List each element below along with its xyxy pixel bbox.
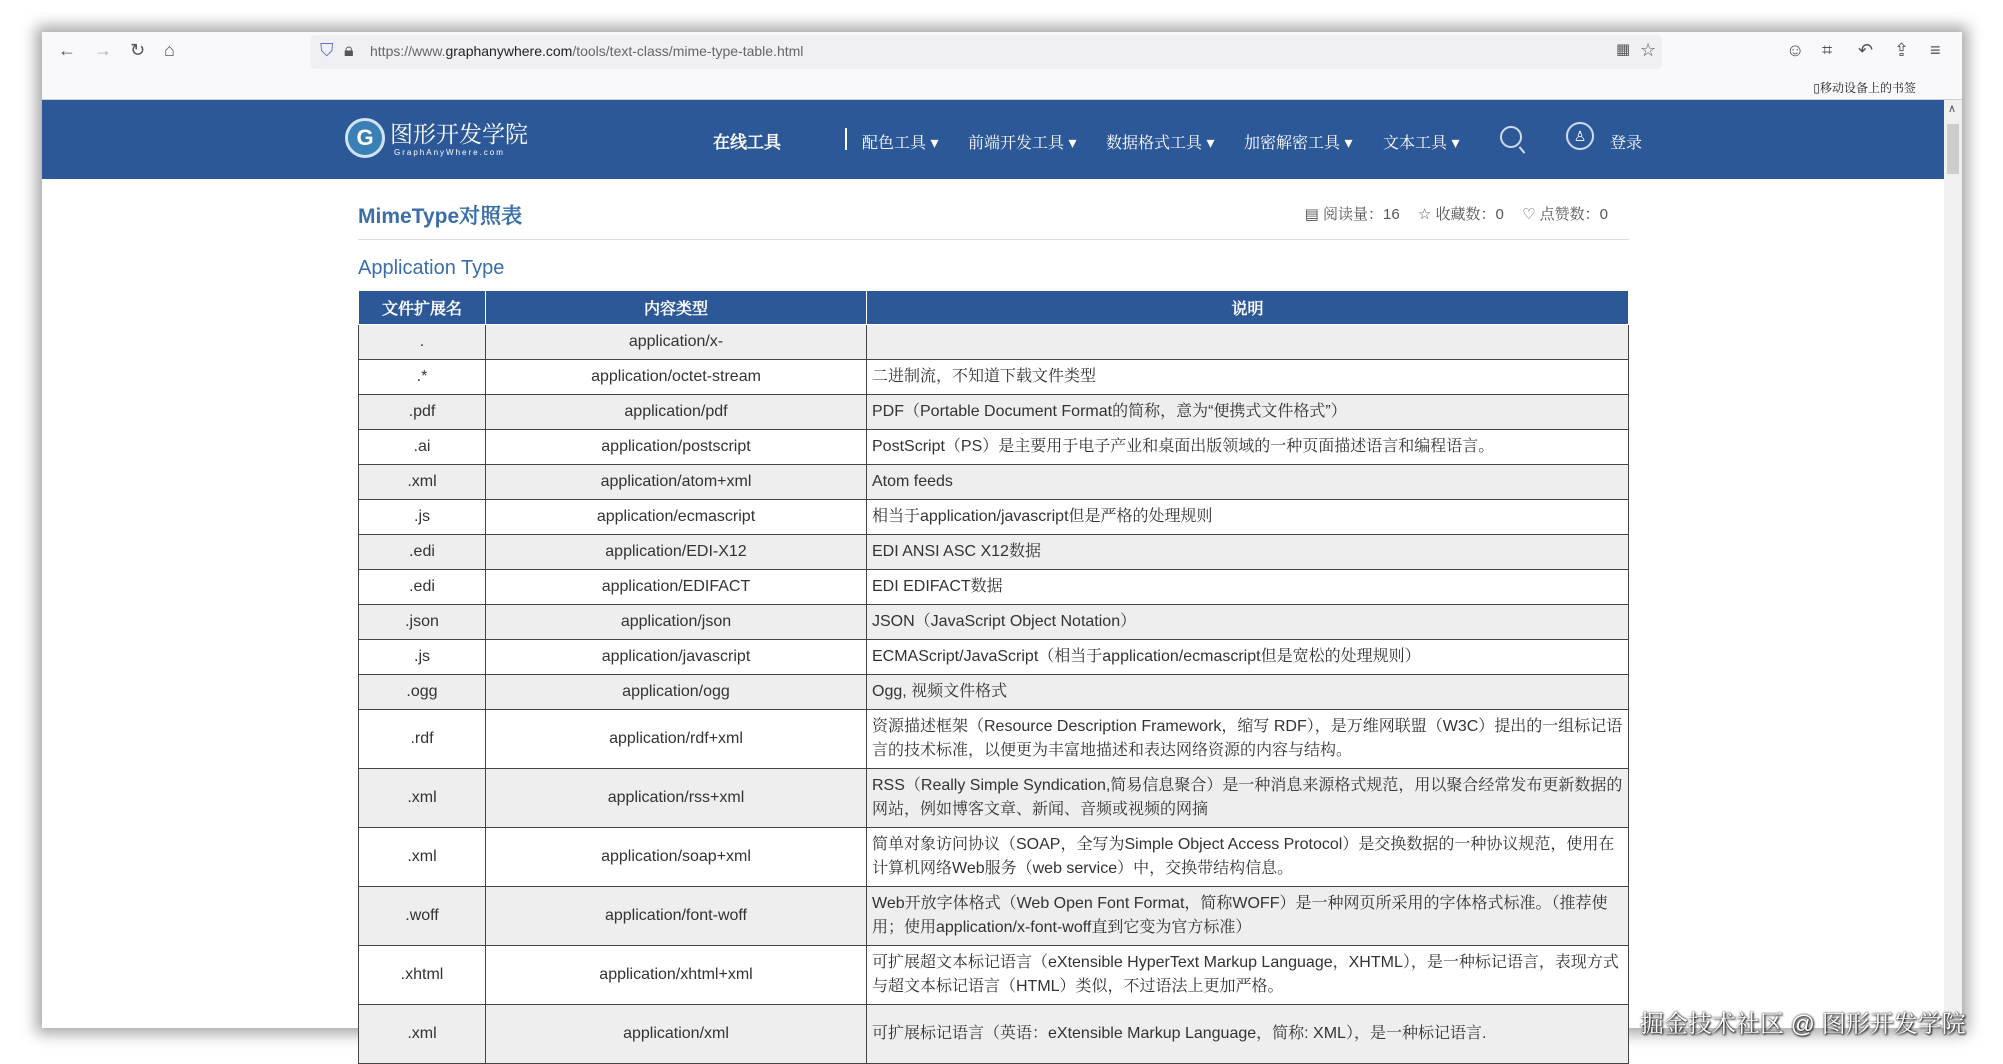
table-row [359,828,1629,887]
cell-description: 简单对象访问协议（SOAP，全写为Simple Object Access Protocol）是交换数据的一种协议规范，使用在计算机网络Web服务（web service）中，交换带结构信息。 [867,828,1629,887]
cell-description: ECMAScript/JavaScript（相当于application/ecmascript但是宽松的处理规则） [867,640,1629,675]
cell-content-type: application/json [486,605,867,640]
cell-extension: .xml [359,465,486,500]
nav-color-tools[interactable]: 配色工具 ▾ [862,135,939,152]
cell-extension: .js [359,640,486,675]
nav-frontend-tools[interactable]: 前端开发工具 ▾ [968,135,1077,152]
menu-icon[interactable]: ≡ [1930,40,1941,60]
cell-content-type: application/x- [486,325,867,360]
header-extension: 文件扩展名 [359,291,486,325]
cell-extension: .woff [359,887,486,946]
cell-content-type: application/octet-stream [486,360,867,395]
table-row [359,430,1629,465]
browser-window [42,32,1962,1042]
cell-extension: .js [359,500,486,535]
cell-description: PostScript（PS）是主要用于电子产业和桌面出版领域的一种页面描述语言和编程语言。 [867,430,1629,465]
cell-content-type: application/postscript [486,430,867,465]
url-prefix: https://www. [370,43,446,59]
table-row [359,395,1629,430]
cell-extension: .ai [359,430,486,465]
cell-description: Ogg, 视频文件格式 [867,675,1629,710]
table-row [359,1005,1629,1064]
favorites-count: 收藏数：0 [1435,206,1504,223]
cell-description [867,325,1629,360]
scrollbar[interactable] [1944,100,1962,1028]
qr-code-icon[interactable]: ▦ [1616,41,1631,58]
cell-description: RSS（Really Simple Syndication,简易信息聚合）是一种消息来源格式规范，用以聚合经常发布更新数据的网站，例如博客文章、新闻、音频或视频的网摘 [867,769,1629,828]
nav-text-tools[interactable]: 文本工具 ▾ [1383,135,1460,152]
home-icon[interactable]: ⌂ [164,40,175,60]
logo-subtitle: GraphAnyWhere.com [394,148,505,157]
scrollbar-thumb[interactable] [1947,124,1959,174]
shield-icon: ⛉ [320,40,334,60]
mime-type-table [358,290,1629,1064]
cell-description: EDI EDIFACT数据 [867,570,1629,605]
cell-content-type: application/javascript [486,640,867,675]
table-row [359,570,1629,605]
section-heading: Application Type [358,257,505,279]
cell-content-type: application/xhtml+xml [486,946,867,1005]
table-row [359,640,1629,675]
site-header [42,100,1944,179]
user-icon[interactable]: ♙ [1566,122,1594,150]
cell-extension: .ogg [359,675,486,710]
cell-content-type: application/ogg [486,675,867,710]
cell-description: JSON（JavaScript Object Notation） [867,605,1629,640]
cell-description: 可扩展标记语言（英语：eXtensible Markup Language，简称: XML），是一种标记语言. [867,1005,1629,1064]
nav-divider [845,128,847,150]
cell-description: EDI ANSI ASC X12数据 [867,535,1629,570]
nav-online-tools[interactable]: 在线工具 [713,133,781,152]
cell-description: 可扩展超文本标记语言（eXtensible HyperText Markup Language，XHTML），是一种标记语言，表现方式与超文本标记语言（HTML）类似，不过语法上更加严格。 [867,946,1629,1005]
cell-content-type: application/rss+xml [486,769,867,828]
cell-content-type: application/font-woff [486,887,867,946]
account-icon[interactable]: ☺ [1786,40,1805,60]
cell-description: 资源描述框架（Resource Description Framework，缩写 RDF），是万维网联盟（W3C）提出的一组标记语言的技术标准，以便更为丰富地描述和表达网络资源的内容与结构。 [867,710,1629,769]
cell-content-type: application/atom+xml [486,465,867,500]
cell-content-type: application/soap+xml [486,828,867,887]
cell-extension: .json [359,605,486,640]
favorite-icon[interactable]: ☆ [1417,206,1432,223]
header-content-type: 内容类型 [486,291,867,325]
table-row [359,710,1629,769]
scroll-up-icon[interactable]: ∧ [1948,103,1957,115]
cell-extension: . [359,325,486,360]
table-row [359,535,1629,570]
reads-icon: ▤ [1304,206,1319,223]
browser-toolbar [42,32,1962,70]
reads-count: 阅读量：16 [1323,206,1400,223]
mobile-bookmarks-label: 移动设备上的书签 [1819,81,1916,95]
cell-extension: .xml [359,828,486,887]
lock-icon: 🔒︎ [344,40,354,60]
table-row [359,500,1629,535]
cell-extension: .xhtml [359,946,486,1005]
logo-icon[interactable]: G [345,118,385,158]
star-icon[interactable]: ☆ [1640,40,1657,60]
url-path: /tools/text-class/mime-type-table.html [572,43,804,59]
cell-extension: .xml [359,769,486,828]
like-icon[interactable]: ♡ [1522,206,1536,223]
cell-content-type: application/EDI-X12 [486,535,867,570]
cell-extension: .edi [359,535,486,570]
table-row [359,946,1629,1005]
table-row [359,605,1629,640]
table-row [359,325,1629,360]
article-stats [1291,203,1608,224]
url-domain: graphanywhere.com [445,43,573,59]
forward-icon[interactable]: → [94,40,112,60]
header-description: 说明 [867,291,1629,325]
watermark: 掘金技术社区 @ 图形开发学院 [1640,1011,1966,1038]
cell-extension: .rdf [359,710,486,769]
cell-content-type: application/xml [486,1005,867,1064]
mobile-bookmarks[interactable]: ▯移动设备上的书签 [1813,81,1916,95]
table-header [359,291,1629,325]
cell-extension: .edi [359,570,486,605]
cell-description: Atom feeds [867,465,1629,500]
search-icon[interactable] [1500,126,1522,148]
table-row [359,465,1629,500]
logo-title[interactable]: 图形开发学院 [390,121,528,147]
cell-extension: .xml [359,1005,486,1064]
likes-count: 点赞数：0 [1539,206,1608,223]
nav-crypto-tools[interactable]: 加密解密工具 ▾ [1244,135,1353,152]
divider [358,239,1629,240]
cell-description: 相当于application/javascript但是严格的处理规则 [867,500,1629,535]
cell-description: Web开放字体格式（Web Open Font Format，简称WOFF）是一种网页所采用的字体格式标准。（推荐使用；使用application/x-font-woff直到它变为官方标准） [867,887,1629,946]
bookmarks-bar [42,70,1962,100]
address-bar[interactable] [310,35,1662,69]
cell-description: 二进制流，不知道下载文件类型 [867,360,1629,395]
cell-description: PDF（Portable Document Format的简称，意为“便携式文件格式”） [867,395,1629,430]
cell-content-type: application/rdf+xml [486,710,867,769]
nav-data-format-tools[interactable]: 数据格式工具 ▾ [1106,135,1215,152]
back-icon[interactable]: ← [58,40,76,60]
table-row [359,360,1629,395]
cell-extension: .* [359,360,486,395]
undo-icon[interactable]: ↶ [1858,40,1874,60]
cell-extension: .pdf [359,395,486,430]
page-title: MimeType对照表 [358,205,523,228]
extensions-icon[interactable]: ⇪ [1894,40,1910,60]
table-row [359,769,1629,828]
table-row [359,675,1629,710]
cell-content-type: application/ecmascript [486,500,867,535]
login-link[interactable]: 登录 [1610,135,1643,152]
reload-icon[interactable]: ↻ [130,40,146,60]
cell-content-type: application/EDIFACT [486,570,867,605]
crop-icon[interactable]: ⌗ [1822,40,1833,60]
table-row [359,887,1629,946]
cell-content-type: application/pdf [486,395,867,430]
